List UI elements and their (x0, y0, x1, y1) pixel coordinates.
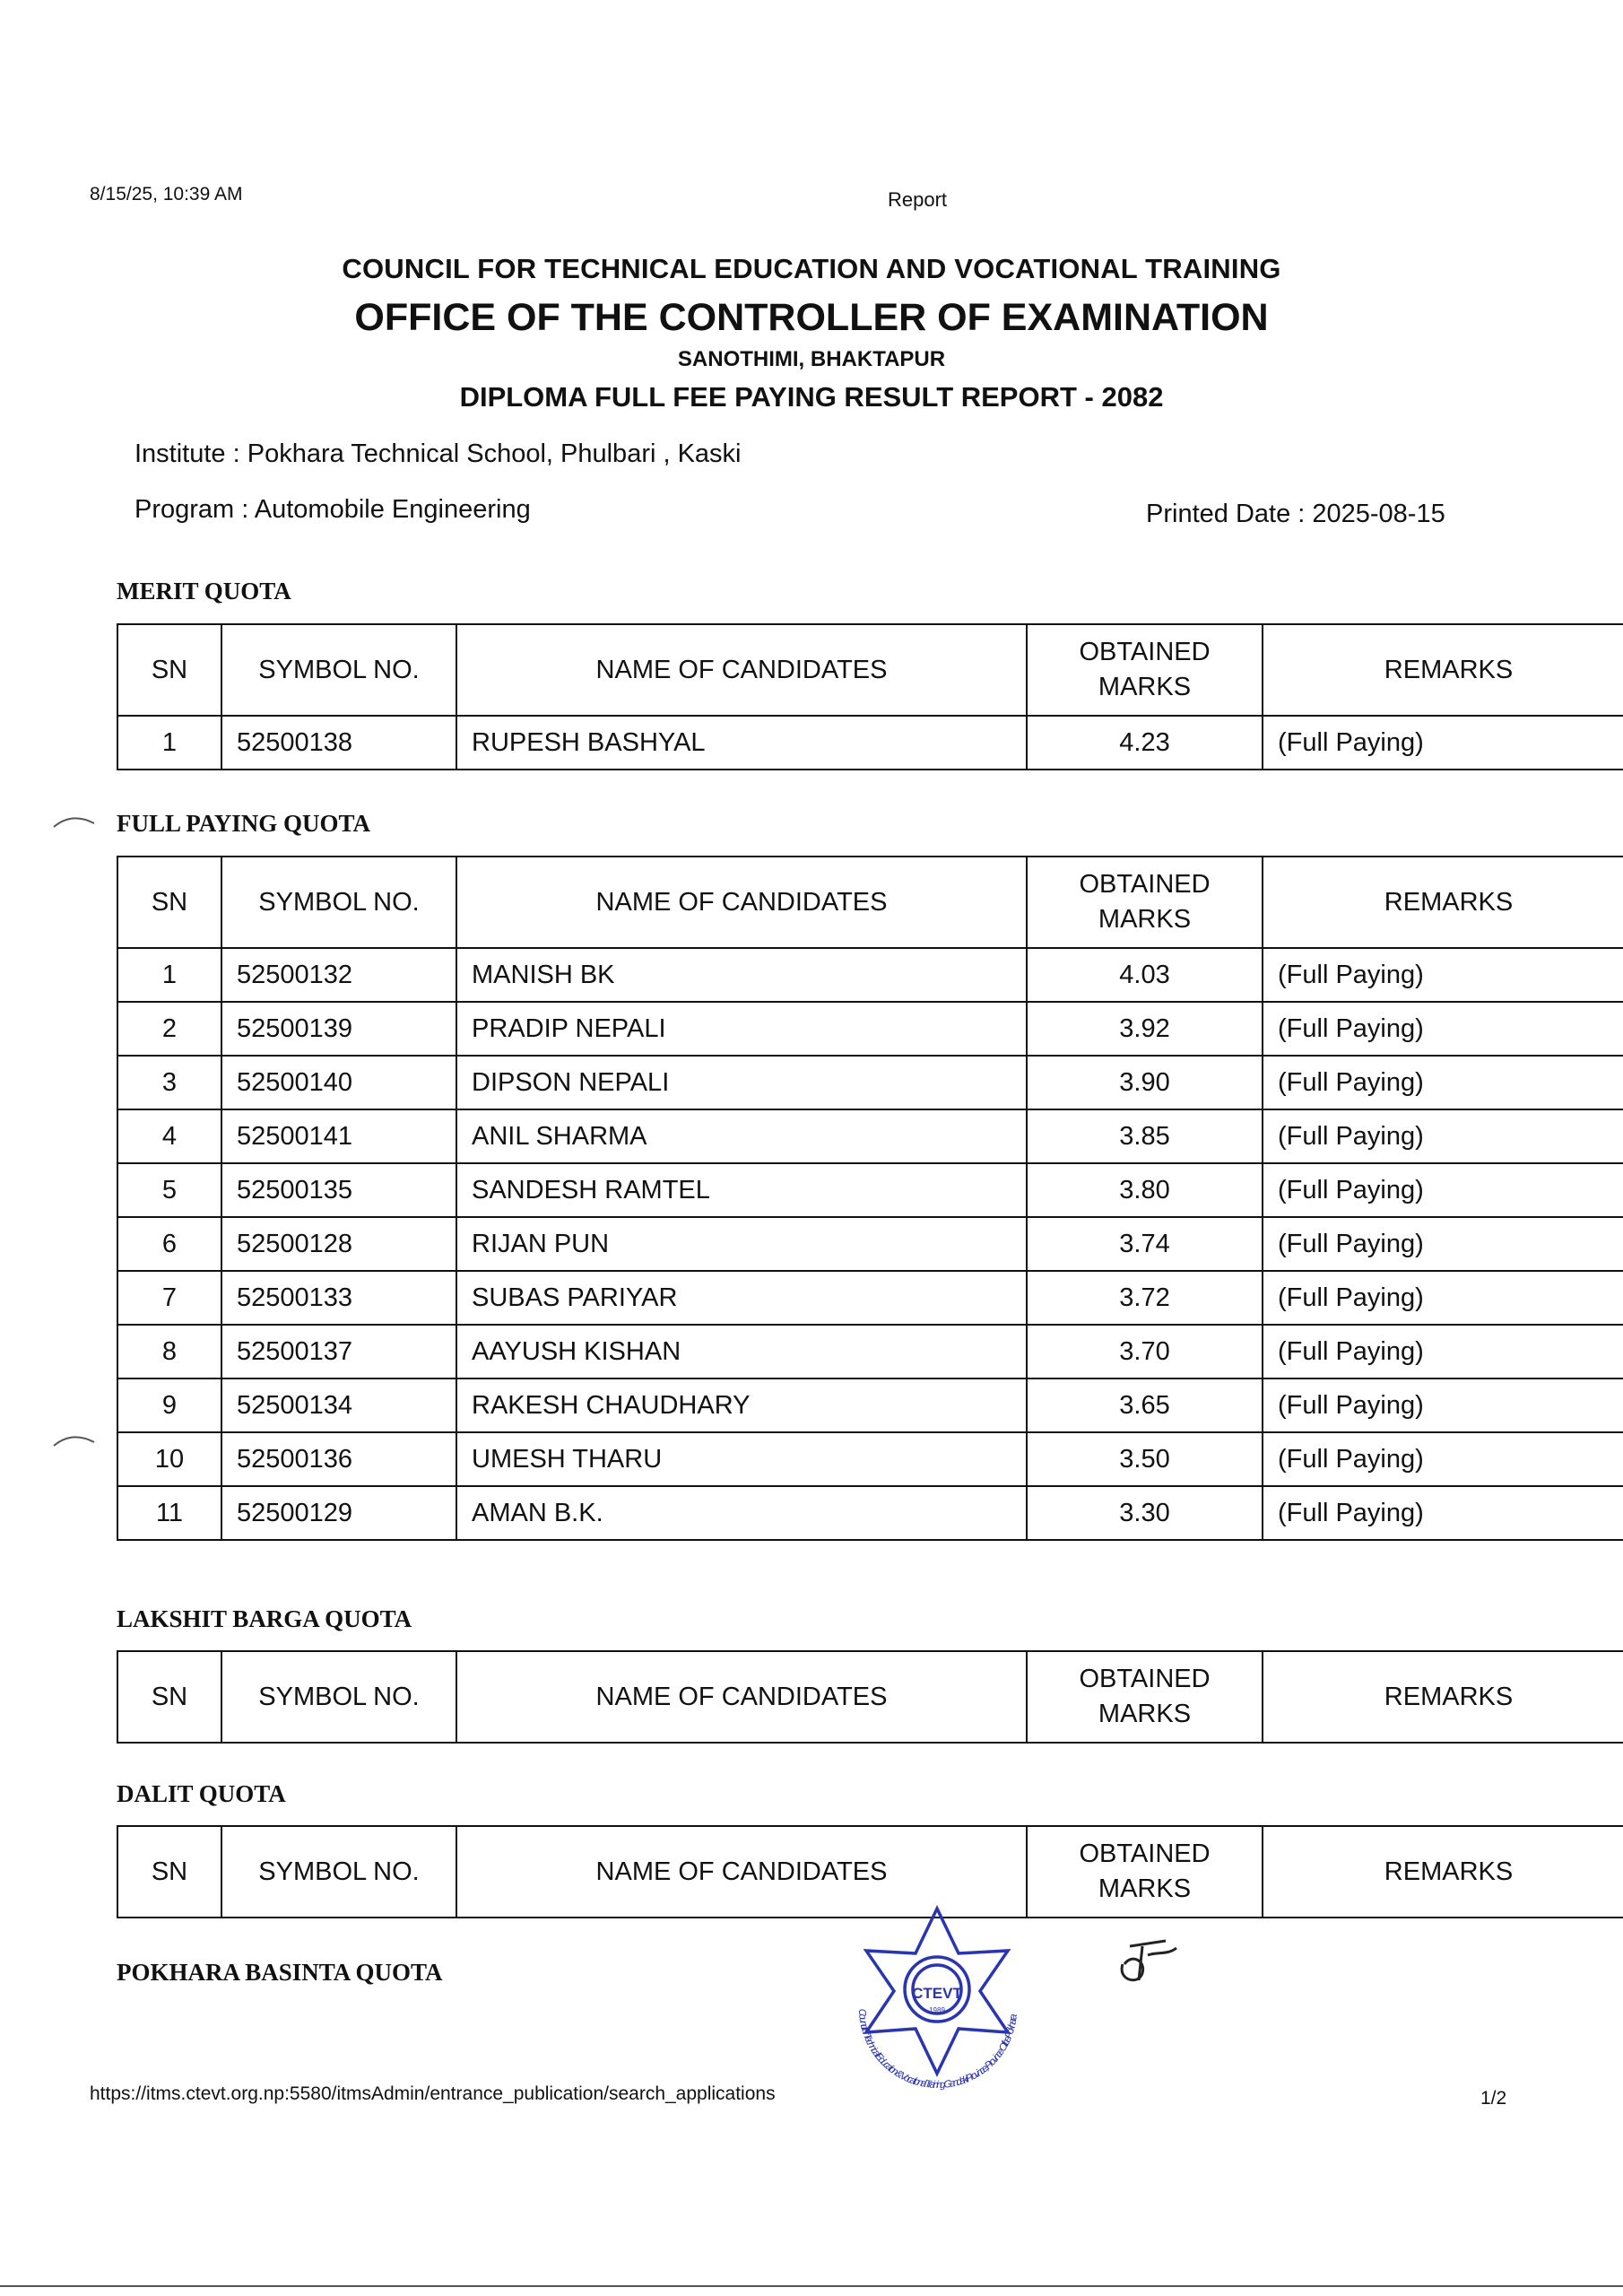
seal-ring-text: Council for Technical Education & Vocational Training Gandaki Province, Province Office Pokhara (855, 2008, 1020, 2092)
cell-sn: 2 (117, 1002, 221, 1056)
page-number: 1/2 (1480, 2088, 1507, 2109)
cell-sn: 1 (117, 948, 221, 1002)
col-sn-header: SN (117, 624, 221, 716)
cell-remarks: (Full Paying) (1263, 1163, 1623, 1217)
col-name-header: NAME OF CANDIDATES (456, 1651, 1027, 1743)
cell-marks: 3.85 (1027, 1109, 1263, 1163)
cell-remarks: (Full Paying) (1263, 1378, 1623, 1432)
cell-symbol: 52500134 (221, 1378, 456, 1432)
table-header-row (117, 1651, 1623, 1743)
table-header-row (117, 624, 1623, 716)
cell-symbol: 52500140 (221, 1056, 456, 1109)
table-row (117, 1217, 1623, 1271)
cell-remarks: (Full Paying) (1263, 1325, 1623, 1378)
col-sn-header: SN (117, 1651, 221, 1743)
cell-name: SUBAS PARIYAR (456, 1271, 1027, 1325)
col-marks-header: OBTAINED MARKS (1027, 857, 1263, 948)
table-header-row (117, 857, 1623, 948)
col-symbol-header: SYMBOL NO. (221, 1826, 456, 1918)
seal-center-text: CTEVT (912, 1985, 962, 2002)
col-marks-header: OBTAINED MARKS (1027, 1651, 1263, 1743)
table-row (117, 1325, 1623, 1378)
col-remarks-header: REMARKS (1263, 1651, 1623, 1743)
cell-name: RAKESH CHAUDHARY (456, 1378, 1027, 1432)
lakshit-barga-quota-label: LAKSHIT BARGA QUOTA (117, 1605, 412, 1632)
cell-name: SANDESH RAMTEL (456, 1163, 1027, 1217)
cell-symbol: 52500141 (221, 1109, 456, 1163)
col-sn-header: SN (117, 1826, 221, 1918)
col-symbol-header: SYMBOL NO. (221, 857, 456, 948)
cell-marks: 3.74 (1027, 1217, 1263, 1271)
col-sn-header: SN (117, 857, 221, 948)
cell-name: AAYUSH KISHAN (456, 1325, 1027, 1378)
printed-date: Printed Date : 2025-08-15 (1146, 500, 1445, 528)
cell-sn: 11 (117, 1486, 221, 1540)
cell-sn: 7 (117, 1271, 221, 1325)
col-remarks-header: REMARKS (1263, 1826, 1623, 1918)
cell-remarks: (Full Paying) (1263, 1109, 1623, 1163)
report-title: DIPLOMA FULL FEE PAYING RESULT REPORT - 2082 (459, 381, 1164, 413)
program-line: Program : Automobile Engineering (135, 495, 531, 524)
col-remarks-header: REMARKS (1263, 624, 1623, 716)
cell-marks: 3.92 (1027, 1002, 1263, 1056)
table-row (117, 1002, 1623, 1056)
cell-sn: 8 (117, 1325, 221, 1378)
cell-symbol: 52500132 (221, 948, 456, 1002)
table-row (117, 1432, 1623, 1486)
col-name-header: NAME OF CANDIDATES (456, 857, 1027, 948)
cell-remarks: (Full Paying) (1263, 1217, 1623, 1271)
cell-symbol: 52500135 (221, 1163, 456, 1217)
print-page-title: Report (888, 188, 948, 211)
col-symbol-header: SYMBOL NO. (221, 624, 456, 716)
print-timestamp: 8/15/25, 10:39 AM (90, 184, 243, 204)
cell-symbol: 52500139 (221, 1002, 456, 1056)
cell-marks: 3.80 (1027, 1163, 1263, 1217)
cell-sn: 6 (117, 1217, 221, 1271)
col-name-header: NAME OF CANDIDATES (456, 1826, 1027, 1918)
full-paying-quota-label: FULL PAYING QUOTA (117, 810, 371, 837)
table-row (117, 1163, 1623, 1217)
col-marks-header: OBTAINED MARKS (1027, 1826, 1263, 1918)
cell-marks: 3.70 (1027, 1325, 1263, 1378)
cell-sn: 4 (117, 1109, 221, 1163)
cell-symbol: 52500136 (221, 1432, 456, 1486)
ctevt-seal (834, 1901, 1040, 2108)
col-name-header: NAME OF CANDIDATES (456, 624, 1027, 716)
cell-remarks: (Full Paying) (1263, 1432, 1623, 1486)
cell-marks: 4.03 (1027, 948, 1263, 1002)
cell-symbol: 52500128 (221, 1217, 456, 1271)
cell-name: PRADIP NEPALI (456, 1002, 1027, 1056)
cell-name: AMAN B.K. (456, 1486, 1027, 1540)
table-row (117, 948, 1623, 1002)
cell-remarks: (Full Paying) (1263, 1056, 1623, 1109)
col-symbol-header: SYMBOL NO. (221, 1651, 456, 1743)
office-heading: OFFICE OF THE CONTROLLER OF EXAMINATION (354, 296, 1269, 339)
cell-sn: 3 (117, 1056, 221, 1109)
cell-name: DIPSON NEPALI (456, 1056, 1027, 1109)
cell-sn: 9 (117, 1378, 221, 1432)
institute-line: Institute : Pokhara Technical School, Phulbari , Kaski (135, 439, 742, 468)
table-row (117, 716, 1623, 770)
cell-remarks: (Full Paying) (1263, 1271, 1623, 1325)
cell-name: MANISH BK (456, 948, 1027, 1002)
cell-marks: 3.65 (1027, 1378, 1263, 1432)
cell-sn: 10 (117, 1432, 221, 1486)
cell-symbol: 52500138 (221, 716, 456, 770)
cell-marks: 4.23 (1027, 716, 1263, 770)
cell-marks: 3.72 (1027, 1271, 1263, 1325)
cell-symbol: 52500137 (221, 1325, 456, 1378)
merit-quota-table (117, 623, 1623, 770)
dalit-quota-label: DALIT QUOTA (117, 1780, 286, 1807)
cell-marks: 3.30 (1027, 1486, 1263, 1540)
cell-name: RIJAN PUN (456, 1217, 1027, 1271)
col-remarks-header: REMARKS (1263, 857, 1623, 948)
table-row (117, 1486, 1623, 1540)
cell-remarks: (Full Paying) (1263, 716, 1623, 770)
cell-name: RUPESH BASHYAL (456, 716, 1027, 770)
signature (1112, 1928, 1184, 1991)
cell-sn: 1 (117, 716, 221, 770)
cell-sn: 5 (117, 1163, 221, 1217)
council-heading: COUNCIL FOR TECHNICAL EDUCATION AND VOCATIONAL TRAINING (342, 253, 1281, 284)
cell-symbol: 52500129 (221, 1486, 456, 1540)
location-heading: SANOTHIMI, BHAKTAPUR (677, 347, 946, 371)
margin-mark (49, 807, 103, 834)
cell-remarks: (Full Paying) (1263, 1002, 1623, 1056)
col-marks-header: OBTAINED MARKS (1027, 624, 1263, 716)
seal-year-text: 1989 (929, 2006, 945, 2014)
cell-remarks: (Full Paying) (1263, 1486, 1623, 1540)
cell-marks: 3.50 (1027, 1432, 1263, 1486)
table-row (117, 1271, 1623, 1325)
merit-quota-label: MERIT QUOTA (117, 578, 291, 604)
table-row (117, 1056, 1623, 1109)
full-paying-quota-table (117, 856, 1623, 1541)
footer-url: https://itms.ctevt.org.np:5580/itmsAdmin/entrance_publication/search_applications (90, 2083, 776, 2104)
lakshit-barga-quota-table (117, 1650, 1623, 1744)
cell-symbol: 52500133 (221, 1271, 456, 1325)
cell-remarks: (Full Paying) (1263, 948, 1623, 1002)
bottom-divider (0, 2285, 1623, 2287)
table-row (117, 1378, 1623, 1432)
cell-marks: 3.90 (1027, 1056, 1263, 1109)
cell-name: ANIL SHARMA (456, 1109, 1027, 1163)
pokhara-basinta-quota-label: POKHARA BASINTA QUOTA (117, 1959, 443, 1986)
cell-name: UMESH THARU (456, 1432, 1027, 1486)
table-row (117, 1109, 1623, 1163)
margin-mark (49, 1426, 103, 1453)
